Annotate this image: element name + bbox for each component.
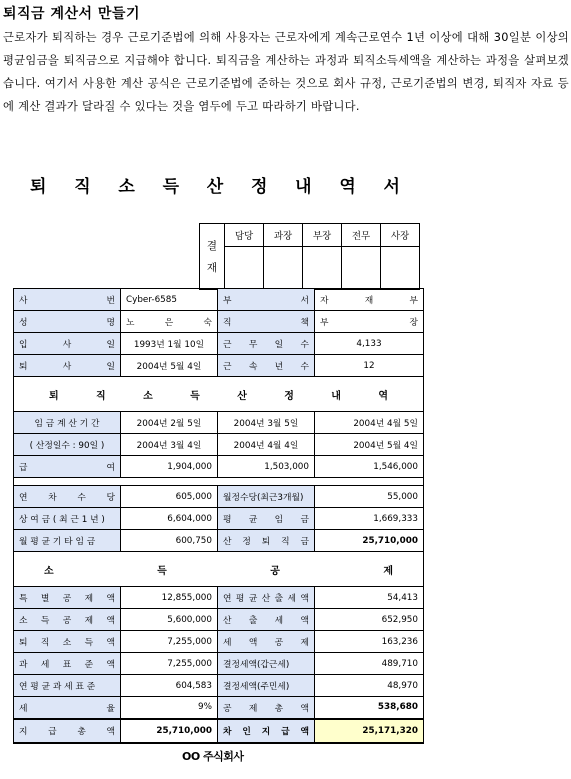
statement-title <box>30 172 400 197</box>
table-row <box>14 311 424 333</box>
label-char: 득 <box>84 638 94 648</box>
label-char: 평 <box>223 515 232 525</box>
label-char: 액 <box>300 703 309 714</box>
label-char: 액 <box>300 616 309 626</box>
label-char: 년 <box>274 362 284 372</box>
label-char: 차 <box>223 727 232 737</box>
table-row <box>14 697 424 719</box>
tax-rate-value: 9% <box>121 697 218 719</box>
signature-cell[interactable] <box>342 247 381 290</box>
approval-role: 담당 <box>225 224 264 247</box>
salary-cell: 1,904,000 <box>121 456 218 478</box>
wage-period-label: 임 금 계 산 기 간 <box>14 412 121 434</box>
label-char: 금 <box>300 515 309 525</box>
label-char: 액 <box>300 594 309 604</box>
label-char: 급 <box>19 463 28 473</box>
label-char: 공 <box>223 703 232 714</box>
intro-paragraph: 근로자가 퇴직하는 경우 근로기준법에 의해 사용자는 근로자에게 계속근로연수 1년 이상에 대해 30일분 이상의 평균임금을 퇴직금으로 지급해야 합니다. 퇴직금을 계산하는 과정과 퇴직소득세액을 계산하는 과정을 살펴보겠습니다. 여기서 사용한 계산 공식은 근로기준법에 준하는 것으로 회사 규정, 근로기준법의 변경, 퇴직자 자료 등에 계산 결과가 달라질 수 있다는 것을 염두에 두고 따라하기 바랍니다. <box>3 31 569 113</box>
label-char: 일 <box>106 362 115 372</box>
period-end-cell: 2004년 5월 4일 <box>315 434 424 456</box>
table-row <box>14 653 424 675</box>
title-char: 내 <box>295 177 312 197</box>
section-char: 역 <box>378 390 388 402</box>
label-char: 당 <box>106 493 115 503</box>
severance-label <box>218 530 315 552</box>
net-payment-label <box>218 719 315 743</box>
label-char: 금 <box>300 537 309 547</box>
section-char: 제 <box>383 565 393 577</box>
tax-rate-label <box>14 697 121 719</box>
label-char: 인 <box>242 727 251 737</box>
severance-table <box>13 288 424 744</box>
table-row <box>14 289 424 311</box>
label-char: 표 <box>62 660 72 670</box>
special-deduction-label <box>14 587 121 609</box>
label-char: 수 <box>77 493 86 503</box>
retire-income-value: 7,255,000 <box>121 631 218 653</box>
label-char: 액 <box>106 638 115 648</box>
label-char: 서 <box>300 296 309 306</box>
work-years-label <box>218 355 315 377</box>
total-tax-value: 538,680 <box>315 697 424 719</box>
payment-total-value: 25,710,000 <box>121 719 218 743</box>
section-title-income-deduction <box>14 552 424 587</box>
resident-tax-label: 결정세액(주민세) <box>218 675 315 697</box>
label-char: 공 <box>62 594 72 604</box>
label-char: 세 <box>274 616 284 626</box>
label-char: 퇴 <box>19 362 28 372</box>
label-char: 무 <box>248 340 258 350</box>
income-deduction-label <box>14 609 121 631</box>
label-char: 속 <box>248 362 258 372</box>
company-name: OO 주식회사 <box>182 750 244 763</box>
label-char: 특 <box>19 594 28 604</box>
section-char: 내 <box>331 390 341 402</box>
label-char: 세 <box>19 703 28 714</box>
section-char: 직 <box>96 390 106 402</box>
section-char: 득 <box>190 390 200 402</box>
label-char: 임 <box>274 515 284 525</box>
label-char: 득 <box>40 616 50 626</box>
label-char: 일 <box>274 340 284 350</box>
label-char: 산 <box>223 616 232 626</box>
calc-tax-label <box>218 609 315 631</box>
label-char: 퇴 <box>261 537 271 547</box>
salary-label <box>14 456 121 478</box>
approval-role: 과장 <box>264 224 303 247</box>
label-char: 급 <box>281 727 290 737</box>
position-value <box>315 311 424 333</box>
label-char: 제 <box>300 638 309 648</box>
label-char: 여 <box>106 463 115 473</box>
title-char: 서 <box>383 177 400 197</box>
label-char: 액 <box>106 727 115 737</box>
label-char: 공 <box>274 638 284 648</box>
section-header-row <box>14 377 424 412</box>
label-char: 성 <box>19 318 28 328</box>
value-char: 부 <box>409 296 418 306</box>
period-start-cell: 2004년 3월 5일 <box>218 412 315 434</box>
severance-value: 25,710,000 <box>315 530 424 552</box>
label-char: 평 <box>235 594 245 604</box>
tax-credit-value: 163,236 <box>315 631 424 653</box>
label-char: 소 <box>19 616 28 626</box>
tax-base-label <box>14 653 121 675</box>
work-years-value: 12 <box>315 355 424 377</box>
label-char: 과 <box>19 660 28 670</box>
special-deduction-value: 12,855,000 <box>121 587 218 609</box>
title-char: 역 <box>339 177 356 197</box>
signature-cell[interactable] <box>303 247 342 290</box>
title-char: 득 <box>162 177 179 197</box>
income-tax-label: 결정세액(갑근세) <box>218 653 315 675</box>
title-char: 소 <box>118 177 135 197</box>
table-row <box>14 587 424 609</box>
hire-date-value: 1993년 1월 10일 <box>121 333 218 355</box>
table-row <box>14 355 424 377</box>
label-char: 일 <box>106 340 115 350</box>
label-char: 책 <box>300 318 309 328</box>
section-char: 소 <box>143 390 153 402</box>
section-char: 퇴 <box>49 390 59 402</box>
label-char: 번 <box>106 296 115 306</box>
section-char: 정 <box>284 390 294 402</box>
label-char: 준 <box>84 660 94 670</box>
label-char: 총 <box>77 727 86 737</box>
avg-allowance-label: 월정수당(최근3개월) <box>218 486 315 508</box>
retire-date-label <box>14 355 121 377</box>
value-char: 은 <box>164 318 174 328</box>
label-char: 액 <box>106 660 115 670</box>
retire-date-value: 2004년 5월 4일 <box>121 355 218 377</box>
other-wage-value: 600,750 <box>121 530 218 552</box>
table-row <box>14 530 424 552</box>
label-char: 율 <box>106 703 115 714</box>
income-tax-value: 489,710 <box>315 653 424 675</box>
income-deduction-value: 5,600,000 <box>121 609 218 631</box>
tax-base-value: 7,255,000 <box>121 653 218 675</box>
label-char: 소 <box>62 638 72 648</box>
table-row <box>14 719 424 743</box>
spacer-row <box>14 478 424 486</box>
label-char: 연 <box>223 594 232 604</box>
label-char: 직 <box>40 638 50 648</box>
table-row <box>14 508 424 530</box>
period-start-cell: 2004년 4월 5일 <box>315 412 424 434</box>
label-char: 균 <box>248 594 258 604</box>
annual-leave-value: 605,000 <box>121 486 218 508</box>
approval-role: 사장 <box>381 224 420 247</box>
label-char: 직 <box>223 318 232 328</box>
label-char: 차 <box>48 493 57 503</box>
label-char: 명 <box>106 318 115 328</box>
approval-box <box>199 223 420 290</box>
work-days-value: 4,133 <box>315 333 424 355</box>
title-char: 정 <box>250 177 268 197</box>
work-days-label <box>218 333 315 355</box>
other-wage-label: 월 평 균 기 타 임 금 <box>14 530 121 552</box>
document-title: 퇴직금 계산서 만들기 <box>3 6 140 22</box>
avg-wage-value: 1,669,333 <box>315 508 424 530</box>
name-value <box>121 311 218 333</box>
table-row <box>14 486 424 508</box>
annual-avg-tax-label <box>218 587 315 609</box>
label-char: 근 <box>223 340 232 350</box>
approval-label <box>200 224 225 290</box>
signature-cell[interactable] <box>381 247 420 290</box>
section-header-row <box>14 552 424 587</box>
label-char: 세 <box>287 594 297 604</box>
position-label <box>218 311 315 333</box>
approval-role: 전무 <box>342 224 381 247</box>
emp-no-value: Cyber-6585 <box>121 289 218 311</box>
label-char: 산 <box>261 594 271 604</box>
hire-date-label <box>14 333 121 355</box>
label-char: 사 <box>62 340 72 350</box>
value-char: 숙 <box>203 318 212 328</box>
period-end-cell: 2004년 3월 4일 <box>121 434 218 456</box>
approval-label-char: 재 <box>206 261 218 274</box>
avg-allowance-value: 55,000 <box>315 486 424 508</box>
label-char: 사 <box>62 362 72 372</box>
retire-income-label <box>14 631 121 653</box>
payment-total-label <box>14 719 121 743</box>
table-row <box>14 434 424 456</box>
label-char: 부 <box>223 296 232 306</box>
label-char: 산 <box>223 537 232 547</box>
section-char: 산 <box>237 390 247 402</box>
label-char: 지 <box>261 727 271 737</box>
table-row <box>14 456 424 478</box>
annual-base-value: 604,583 <box>121 675 218 697</box>
label-char: 정 <box>242 537 251 547</box>
label-char: 액 <box>106 616 115 626</box>
label-char: 제 <box>84 616 94 626</box>
salary-cell: 1,503,000 <box>218 456 315 478</box>
value-char: 자 <box>320 296 329 306</box>
label-char: 지 <box>19 727 28 737</box>
dept-label <box>218 289 315 311</box>
section-char: 소 <box>44 565 54 577</box>
label-char: 공 <box>62 616 72 626</box>
annual-base-label: 연 평 균 과 세 표 준 <box>14 675 121 697</box>
label-char: 입 <box>19 340 28 350</box>
label-char: 균 <box>248 515 258 525</box>
label-char: 수 <box>300 362 309 372</box>
calc-tax-value: 652,950 <box>315 609 424 631</box>
approval-role: 부장 <box>303 224 342 247</box>
table-row <box>14 609 424 631</box>
label-char: 직 <box>281 537 290 547</box>
label-char: 액 <box>106 594 115 604</box>
label-char: 사 <box>19 296 28 306</box>
emp-no-label <box>14 289 121 311</box>
signature-cell[interactable] <box>264 247 303 290</box>
signature-cell[interactable] <box>225 247 264 290</box>
label-char: 퇴 <box>19 638 28 648</box>
table-row <box>14 333 424 355</box>
net-payment-value: 25,171,320 <box>315 719 424 743</box>
table-row <box>14 675 424 697</box>
name-label <box>14 311 121 333</box>
label-char: 제 <box>248 703 258 714</box>
tax-credit-label <box>218 631 315 653</box>
table-row <box>14 631 424 653</box>
annual-leave-label <box>14 486 121 508</box>
label-char: 별 <box>40 594 50 604</box>
title-char: 산 <box>206 177 224 197</box>
section-char: 공 <box>270 565 280 577</box>
label-char: 근 <box>223 362 232 372</box>
approval-label-char: 결 <box>206 239 218 252</box>
label-char: 출 <box>248 616 258 626</box>
label-char: 급 <box>48 727 57 737</box>
value-char: 장 <box>409 318 418 328</box>
period-start-cell: 2004년 2월 5일 <box>121 412 218 434</box>
dept-value <box>315 289 424 311</box>
label-char: 연 <box>19 493 28 503</box>
label-char: 세 <box>40 660 50 670</box>
title-char: 퇴 <box>30 177 47 197</box>
label-char: 출 <box>274 594 284 604</box>
label-char: 세 <box>223 638 232 648</box>
total-tax-label <box>218 697 315 719</box>
value-char: 재 <box>364 296 374 306</box>
label-char: 액 <box>300 727 309 737</box>
table-row <box>14 412 424 434</box>
period-end-cell: 2004년 4월 4일 <box>218 434 315 456</box>
calc-days-label: ( 산정일수 : 90일 ) <box>14 434 121 456</box>
title-char: 직 <box>74 177 91 197</box>
bonus-label: 상 여 금 ( 최 근 1 년 ) <box>14 508 121 530</box>
label-char: 수 <box>300 340 309 350</box>
avg-wage-label <box>218 508 315 530</box>
value-char: 노 <box>126 318 135 328</box>
annual-avg-tax-value: 54,413 <box>315 587 424 609</box>
section-char: 득 <box>157 565 167 577</box>
label-char: 제 <box>84 594 94 604</box>
label-char: 액 <box>248 638 258 648</box>
value-char: 부 <box>320 318 329 328</box>
resident-tax-value: 48,970 <box>315 675 424 697</box>
salary-cell: 1,546,000 <box>315 456 424 478</box>
section-title-retirement-income <box>14 377 424 412</box>
label-char: 총 <box>274 703 284 714</box>
bonus-value: 6,604,000 <box>121 508 218 530</box>
